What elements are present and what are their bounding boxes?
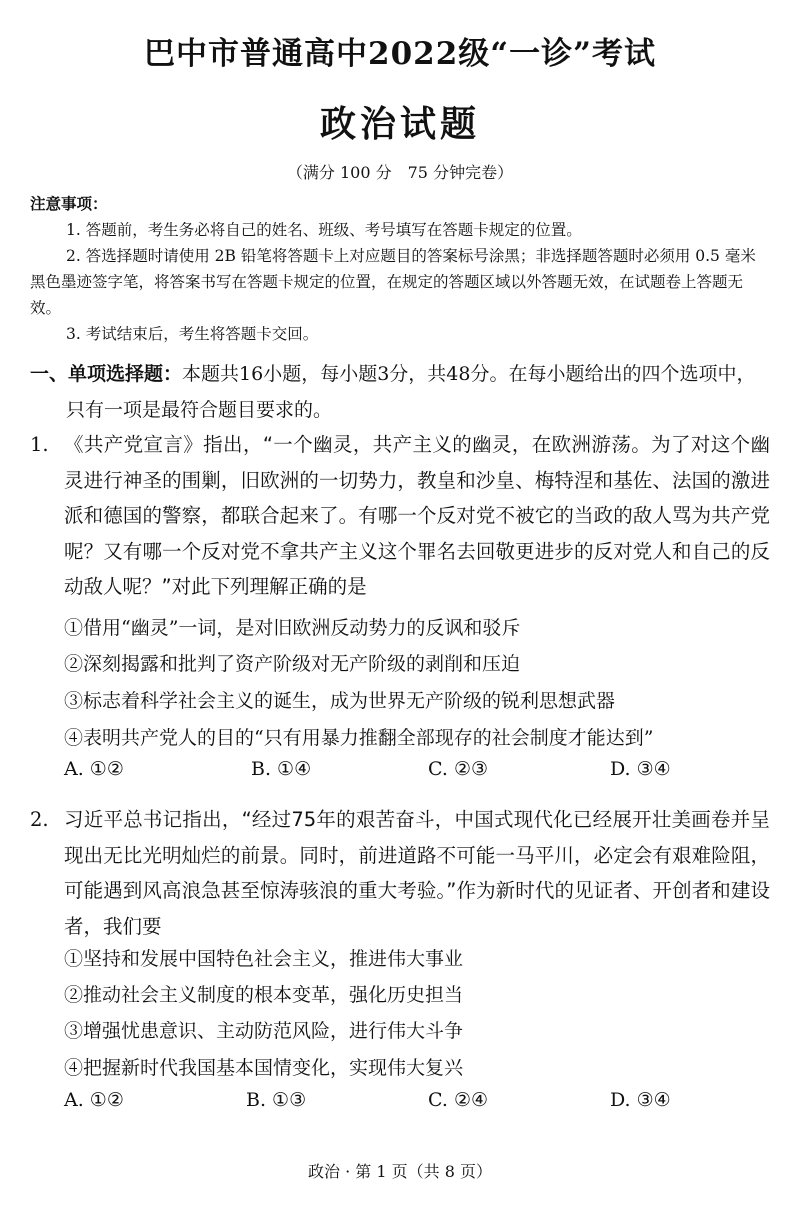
- notice-item-3: 3. 考试结束后，考生将答题卡交回。: [66, 325, 319, 343]
- exam-title: 巴中市普通高中2022级“一诊”考试: [144, 36, 656, 72]
- notice-heading: 注意事项：: [30, 194, 108, 213]
- page-footer: 政治 · 第 1 页（共 8 页）: [308, 1162, 492, 1181]
- choice-b[interactable]: B. ①④: [251, 758, 312, 780]
- question-2-option-1: ①坚持和发展中国特色社会主义，推进伟大事业: [64, 948, 464, 970]
- question-number: 2.: [30, 808, 49, 831]
- choice-a[interactable]: A. ①②: [64, 1089, 124, 1111]
- choice-c[interactable]: C. ②④: [428, 1089, 489, 1111]
- question-1-option-3: ③标志着科学社会主义的诞生，成为世界无产阶级的锐利思想武器: [64, 690, 616, 712]
- notice-item-1: 1. 答题前，考生务必将自己的姓名、班级、考号填写在答题卡规定的位置。: [66, 221, 582, 239]
- section-text-line2: 只有一项是最符合题目要求的。: [66, 399, 333, 421]
- question-1-choices: [64, 758, 784, 792]
- question-stem: 《共产党宣言》指出，“一个幽灵，共产主义的幽灵，在欧洲游荡。为了对这个幽灵进行神圣的围剿，旧欧洲的一切势力，教皇和沙皇、梅特涅和基佐、法国的激进派和德国的警察，都联合起来了。有哪一个反对党不被它的当政的敌人骂为共产党呢？又有哪一个反对党不拿共产主义这个罪名去回敬更进步的反对党人和自己的反动敌人呢？”对此下列理解正确的是: [64, 433, 770, 598]
- question-number: 1.: [30, 433, 49, 456]
- choice-c[interactable]: C. ②③: [428, 758, 489, 780]
- question-2-option-2: ②推动社会主义制度的根本变革，强化历史担当: [64, 984, 464, 1006]
- subject-title: 政治试题: [319, 103, 480, 145]
- question-2-choices: [64, 1089, 784, 1123]
- score-info: （满分 100 分 75 分钟完卷）: [286, 163, 514, 182]
- question-2: [30, 802, 770, 944]
- choice-d[interactable]: D. ③④: [610, 758, 671, 780]
- choice-d[interactable]: D. ③④: [610, 1089, 671, 1111]
- section-label: 一、单项选择题：: [30, 363, 183, 385]
- choice-a[interactable]: A. ①②: [64, 758, 124, 780]
- section-text-line1: 本题共16小题，每小题3分，共48分。在每小题给出的四个选项中，: [182, 363, 756, 385]
- notice-item-2: 2. 答选择题时请使用 2B 铅笔将答题卡上对应题目的答案标号涂黑；非选择题答题时必须用 0.5 毫米黑色墨迹签字笔，将答案书写在答题卡规定的位置，在规定的答题区域以外答题无效，在试题卷上答题无效。: [30, 247, 756, 317]
- question-1-option-2: ②深刻揭露和批判了资产阶级对无产阶级的剥削和压迫: [64, 653, 521, 675]
- choice-b[interactable]: B. ①③: [246, 1089, 307, 1111]
- question-stem: 习近平总书记指出，“经过75年的艰苦奋斗，中国式现代化已经展开壮美画卷并呈现出无比光明灿烂的前景。同时，前进道路不可能一马平川，必定会有艰难险阻，可能遇到风高浪急甚至惊涛骇浪的重大考验。”作为新时代的见证者、开创者和建设者，我们要: [64, 808, 770, 938]
- question-2-option-4: ④把握新时代我国基本国情变化，实现伟大复兴: [64, 1057, 464, 1079]
- question-2-option-3: ③增强忧患意识、主动防范风险，进行伟大斗争: [64, 1020, 464, 1042]
- question-1: [30, 427, 770, 605]
- question-1-option-1: ①借用“幽灵”一词，是对旧欧洲反动势力的反讽和驳斥: [64, 617, 521, 639]
- question-1-option-4: ④表明共产党人的目的“只有用暴力推翻全部现存的社会制度才能达到”: [64, 727, 654, 749]
- section-heading: [30, 357, 775, 391]
